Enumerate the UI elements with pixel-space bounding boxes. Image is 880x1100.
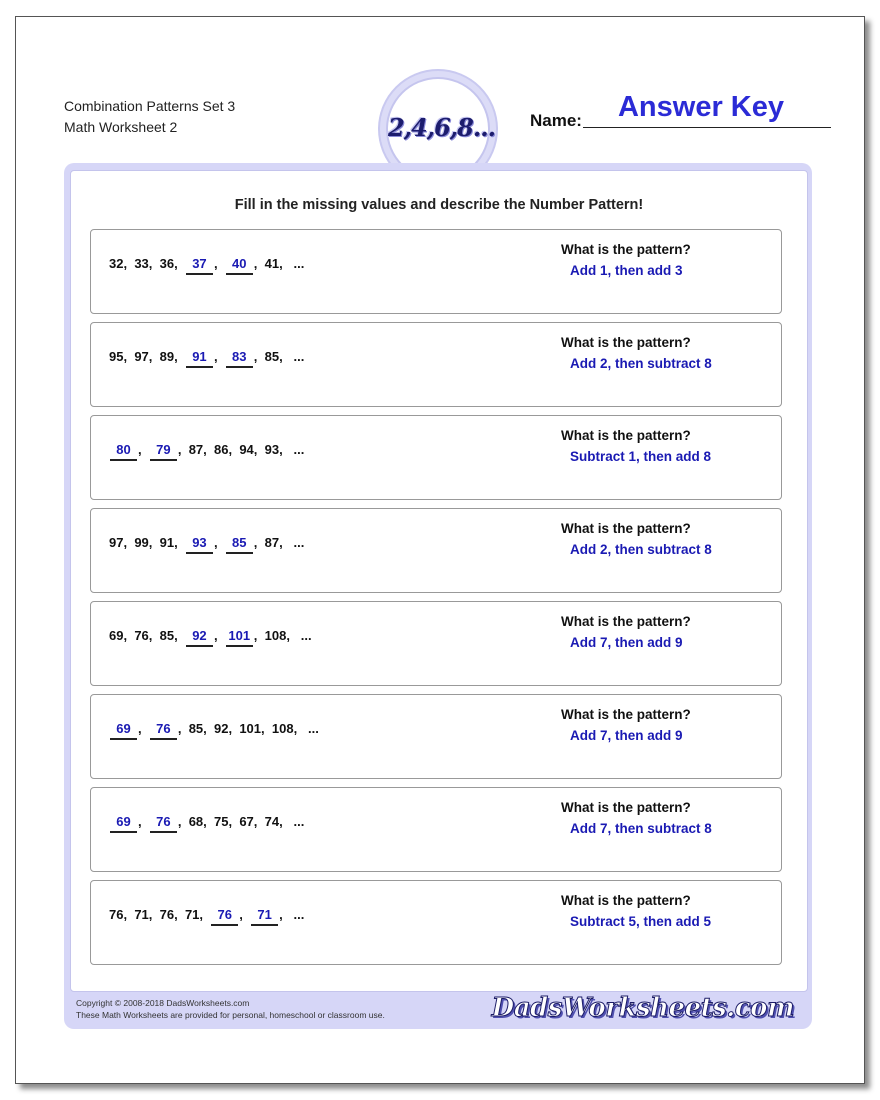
sequence-term: 93 (264, 442, 280, 457)
answer-blank[interactable]: 101 (226, 628, 253, 647)
term-separator: , (253, 814, 265, 829)
pattern-answer: Subtract 5, then add 5 (570, 914, 712, 929)
answer-blank[interactable]: 92 (186, 628, 213, 647)
term-separator: , (228, 814, 240, 829)
problem-box (90, 508, 782, 593)
answer-blank[interactable]: 79 (150, 442, 177, 461)
number-sequence (109, 256, 304, 275)
problem-box (90, 694, 782, 779)
pattern-answer: Subtract 1, then add 8 (570, 449, 712, 464)
pattern-answer: Add 2, then subtract 8 (570, 542, 712, 557)
pattern-question: What is the pattern? (561, 614, 691, 629)
term-separator: , (213, 349, 225, 364)
sequence-term: 85 (264, 349, 280, 364)
sequence-term: 108 (271, 721, 294, 736)
answer-blank[interactable]: 71 (251, 907, 278, 926)
term-separator: , (253, 535, 265, 550)
term-separator: , (253, 628, 265, 643)
answer-blank[interactable]: 91 (186, 349, 213, 368)
number-sequence (109, 907, 304, 926)
sequence-term: 69 (109, 628, 124, 643)
term-separator: , (279, 256, 294, 271)
sequence-term: ... (293, 256, 305, 271)
sequence-term: 97 (134, 349, 149, 364)
term-separator: , (279, 535, 294, 550)
sequence-term: ... (293, 349, 305, 364)
sequence-term: 36 (159, 256, 175, 271)
term-separator: , (174, 256, 185, 271)
sequence-term: 86 (214, 442, 229, 457)
problem-box (90, 880, 782, 965)
term-separator: , (228, 721, 240, 736)
usage-notice: These Math Worksheets are provided for personal, homeschool or classroom use. (76, 1010, 385, 1020)
term-separator: , (213, 628, 225, 643)
sequence-term: ... (293, 907, 305, 922)
problem-box (90, 601, 782, 686)
sequence-term: ... (293, 442, 305, 457)
answer-blank[interactable]: 69 (110, 814, 137, 833)
answer-blank[interactable]: 69 (110, 721, 137, 740)
sequence-term: ... (300, 628, 312, 643)
footer-copyright (76, 997, 385, 1021)
term-separator: , (279, 907, 294, 922)
sequence-term: 87 (188, 442, 204, 457)
pattern-answer: Add 7, then add 9 (570, 635, 683, 650)
number-sequence (109, 442, 304, 461)
pattern-question: What is the pattern? (561, 521, 691, 536)
term-separator: , (123, 535, 135, 550)
sequence-term: 85 (188, 721, 204, 736)
term-separator: , (177, 721, 189, 736)
number-sequence (109, 721, 319, 740)
term-separator: , (138, 442, 149, 457)
pattern-answer: Add 7, then subtract 8 (570, 821, 712, 836)
answer-key-label: Answer Key (617, 91, 784, 123)
sequence-term: 92 (214, 721, 229, 736)
pattern-question: What is the pattern? (561, 335, 691, 350)
problems-panel (64, 163, 812, 1029)
term-separator: , (148, 256, 160, 271)
term-separator: , (174, 349, 185, 364)
worksheet-title (64, 96, 235, 138)
name-line (583, 127, 831, 128)
copyright-text: Copyright © 2008-2018 DadsWorksheets.com (76, 998, 250, 1008)
term-separator: , (203, 814, 214, 829)
name-label: Name: (530, 111, 582, 130)
term-separator: , (138, 721, 149, 736)
sequence-term: 71 (184, 907, 200, 922)
pattern-answer: Add 1, then add 3 (570, 263, 683, 278)
sequence-term: 76 (134, 628, 149, 643)
term-separator: , (148, 535, 160, 550)
term-separator: , (213, 256, 225, 271)
sequence-term: 94 (239, 442, 254, 457)
term-separator: , (253, 349, 265, 364)
term-separator: , (177, 814, 189, 829)
pattern-question: What is the pattern? (561, 893, 691, 908)
pattern-question: What is the pattern? (561, 242, 691, 257)
answer-blank[interactable]: 83 (226, 349, 253, 368)
sequence-term: 75 (214, 814, 229, 829)
sequence-term: 108 (264, 628, 287, 643)
sequence-term: ... (293, 814, 305, 829)
term-separator: , (279, 349, 294, 364)
sequence-term: 89 (159, 349, 175, 364)
answer-blank[interactable]: 76 (150, 721, 177, 740)
term-separator: , (148, 349, 160, 364)
sequence-term: 32 (109, 256, 124, 271)
pattern-answer: Add 2, then subtract 8 (570, 356, 712, 371)
term-separator: , (174, 907, 185, 922)
term-separator: , (253, 442, 265, 457)
answer-blank[interactable]: 76 (211, 907, 238, 926)
term-separator: , (123, 628, 135, 643)
problem-box (90, 229, 782, 314)
sequence-term: 41 (264, 256, 280, 271)
answer-blank[interactable]: 40 (226, 256, 253, 275)
sequence-term: 91 (159, 535, 175, 550)
sequence-term: 68 (188, 814, 204, 829)
term-separator: , (174, 628, 185, 643)
answer-blank[interactable]: 80 (110, 442, 137, 461)
term-separator: , (148, 628, 160, 643)
term-separator: , (203, 721, 214, 736)
instructions: Fill in the missing values and describe the Number Pattern! (234, 197, 644, 213)
term-separator: , (138, 814, 149, 829)
pattern-question: What is the pattern? (561, 800, 691, 815)
term-separator: , (203, 442, 214, 457)
sequence-term: 71 (134, 907, 149, 922)
badge-text: 2,4,6,8... (388, 113, 495, 142)
sequence-term: 97 (109, 535, 124, 550)
answer-blank[interactable]: 37 (186, 256, 213, 275)
term-separator: , (261, 721, 272, 736)
sequence-term: 101 (239, 721, 262, 736)
answer-blank[interactable]: 93 (186, 535, 213, 554)
worksheet-title-line1: Combination Patterns Set 3 (64, 98, 236, 114)
term-separator: , (123, 349, 135, 364)
sequence-term: 95 (109, 349, 124, 364)
term-separator: , (228, 442, 240, 457)
sequence-term: 33 (134, 256, 149, 271)
problem-box (90, 322, 782, 407)
worksheet-title-line2: Math Worksheet 2 (64, 119, 178, 135)
number-sequence (109, 814, 304, 833)
term-separator: , (123, 907, 135, 922)
term-separator: , (279, 442, 294, 457)
term-separator: , (239, 907, 251, 922)
term-separator: , (279, 814, 294, 829)
term-separator: , (293, 721, 309, 736)
number-sequence (109, 535, 304, 554)
pattern-question: What is the pattern? (561, 428, 691, 443)
number-sequence (109, 349, 304, 368)
pattern-answer: Add 7, then add 9 (570, 728, 683, 743)
sequence-term: 87 (264, 535, 280, 550)
sequence-term: 74 (264, 814, 280, 829)
term-separator: , (253, 256, 265, 271)
sequence-term: 99 (134, 535, 149, 550)
term-separator: , (123, 256, 135, 271)
sequence-term: 67 (239, 814, 254, 829)
answer-blank[interactable]: 76 (150, 814, 177, 833)
term-separator: , (286, 628, 301, 643)
sequence-term: 85 (159, 628, 175, 643)
sequence-term: 76 (159, 907, 175, 922)
sequence-term: ... (293, 535, 305, 550)
number-sequence (109, 628, 312, 647)
term-separator: , (213, 535, 225, 550)
term-separator: , (148, 907, 160, 922)
pattern-question: What is the pattern? (561, 707, 691, 722)
term-separator: , (199, 907, 211, 922)
sequence-term: ... (308, 721, 319, 736)
problems-panel-inner (70, 170, 808, 992)
dadsworksheets-logo: DadsWorksheets.com (491, 993, 794, 1023)
term-separator: , (174, 535, 185, 550)
problem-box (90, 787, 782, 872)
answer-blank[interactable]: 85 (226, 535, 253, 554)
problem-box (90, 415, 782, 500)
sequence-term: 76 (109, 907, 124, 922)
term-separator: , (177, 442, 189, 457)
